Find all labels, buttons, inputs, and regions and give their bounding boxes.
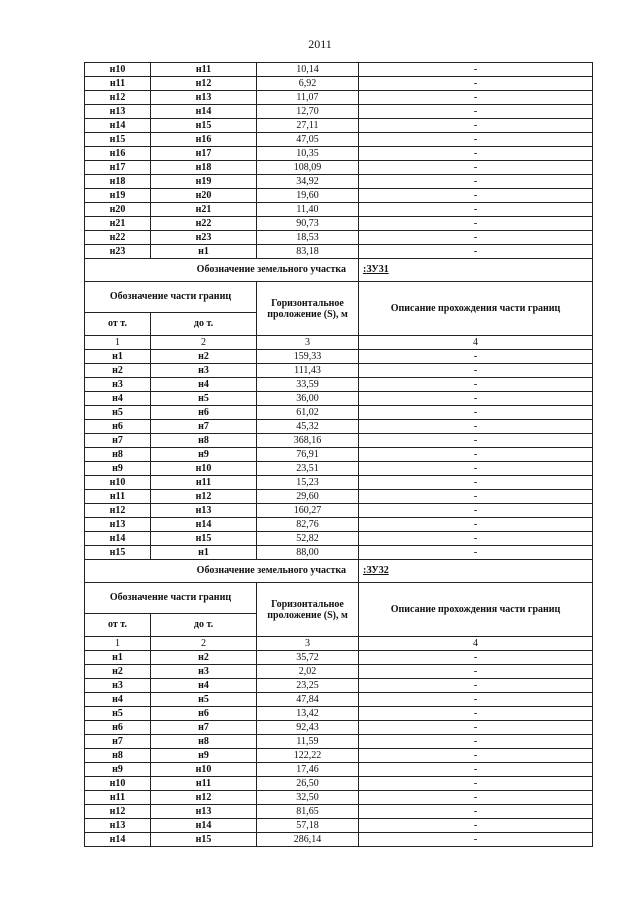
to-point-cell: н13 xyxy=(151,805,257,819)
distance-cell: 286,14 xyxy=(257,833,359,847)
description-cell: - xyxy=(359,63,593,77)
from-point-cell: н7 xyxy=(85,434,151,448)
distance-cell: 12,70 xyxy=(257,105,359,119)
table-row xyxy=(85,518,593,532)
description-cell: - xyxy=(359,161,593,175)
distance-cell: 90,73 xyxy=(257,217,359,231)
from-point-cell: н1 xyxy=(85,651,151,665)
from-point-cell: н10 xyxy=(85,63,151,77)
description-cell: - xyxy=(359,735,593,749)
to-point-cell: н1 xyxy=(151,546,257,560)
distance-cell: 11,07 xyxy=(257,91,359,105)
from-point-cell: н2 xyxy=(85,364,151,378)
table-row xyxy=(85,378,593,392)
to-point-cell: н7 xyxy=(151,420,257,434)
table-row xyxy=(85,805,593,819)
to-point-cell: н17 xyxy=(151,147,257,161)
to-point-cell: н4 xyxy=(151,679,257,693)
table-row xyxy=(85,721,593,735)
from-point-cell: н10 xyxy=(85,476,151,490)
from-point-cell: н22 xyxy=(85,231,151,245)
description-cell: - xyxy=(359,504,593,518)
description-cell: - xyxy=(359,490,593,504)
description-cell: - xyxy=(359,350,593,364)
distance-cell: 47,84 xyxy=(257,693,359,707)
description-cell: - xyxy=(359,476,593,490)
to-point-cell: н13 xyxy=(151,504,257,518)
parcel-code: :ЗУ31 xyxy=(363,264,389,275)
column-number: 2 xyxy=(151,336,257,350)
distance-cell: 33,59 xyxy=(257,378,359,392)
table-row xyxy=(85,791,593,805)
description-cell: - xyxy=(359,518,593,532)
parcel-label: Обозначение земельного участка xyxy=(85,259,359,282)
description-cell: - xyxy=(359,91,593,105)
distance-cell: 47,05 xyxy=(257,133,359,147)
distance-cell: 10,35 xyxy=(257,147,359,161)
column-number: 1 xyxy=(85,336,151,350)
from-point-cell: н21 xyxy=(85,217,151,231)
to-point-cell: н14 xyxy=(151,518,257,532)
page-number: 2011 xyxy=(308,37,332,51)
from-point-cell: н18 xyxy=(85,175,151,189)
to-header: до т. xyxy=(151,313,257,336)
to-point-cell: н15 xyxy=(151,833,257,847)
to-point-cell: н20 xyxy=(151,189,257,203)
description-cell: - xyxy=(359,245,593,259)
description-cell: - xyxy=(359,420,593,434)
from-point-cell: н12 xyxy=(85,91,151,105)
table-row xyxy=(85,91,593,105)
to-point-cell: н10 xyxy=(151,462,257,476)
table-row xyxy=(85,217,593,231)
from-point-cell: н12 xyxy=(85,504,151,518)
distance-cell: 23,51 xyxy=(257,462,359,476)
from-point-cell: н14 xyxy=(85,532,151,546)
description-cell: - xyxy=(359,749,593,763)
distance-cell: 45,32 xyxy=(257,420,359,434)
description-cell: - xyxy=(359,364,593,378)
to-point-cell: н19 xyxy=(151,175,257,189)
boundary-part-header: Обозначение части границ xyxy=(85,282,257,313)
to-point-cell: н12 xyxy=(151,791,257,805)
table-row xyxy=(85,693,593,707)
distance-cell: 61,02 xyxy=(257,406,359,420)
from-point-cell: н8 xyxy=(85,749,151,763)
table-row xyxy=(85,763,593,777)
distance-cell: 17,46 xyxy=(257,763,359,777)
distance-cell: 19,60 xyxy=(257,189,359,203)
from-point-cell: н4 xyxy=(85,693,151,707)
description-cell: - xyxy=(359,189,593,203)
distance-cell: 11,59 xyxy=(257,735,359,749)
description-cell: - xyxy=(359,546,593,560)
boundary-table xyxy=(84,62,593,847)
distance-cell: 34,92 xyxy=(257,175,359,189)
to-point-cell: н14 xyxy=(151,105,257,119)
from-point-cell: н11 xyxy=(85,791,151,805)
table-row xyxy=(85,434,593,448)
column-number: 4 xyxy=(359,637,593,651)
description-cell: - xyxy=(359,448,593,462)
to-point-cell: н12 xyxy=(151,490,257,504)
column-number-row xyxy=(85,637,593,651)
distance-cell: 13,42 xyxy=(257,707,359,721)
to-point-cell: н23 xyxy=(151,231,257,245)
description-cell: - xyxy=(359,763,593,777)
table-row xyxy=(85,105,593,119)
table-row xyxy=(85,665,593,679)
to-point-cell: н18 xyxy=(151,161,257,175)
distance-cell: 57,18 xyxy=(257,819,359,833)
description-cell: - xyxy=(359,406,593,420)
distance-cell: 26,50 xyxy=(257,777,359,791)
horizontal-distance-header: Горизонтальное проложение (S), м xyxy=(257,583,359,637)
to-point-cell: н7 xyxy=(151,721,257,735)
from-header: от т. xyxy=(85,614,151,637)
header-row xyxy=(85,282,593,313)
from-point-cell: н11 xyxy=(85,77,151,91)
table-row xyxy=(85,679,593,693)
table-row xyxy=(85,546,593,560)
description-cell: - xyxy=(359,777,593,791)
description-cell: - xyxy=(359,175,593,189)
header-row xyxy=(85,583,593,614)
description-cell: - xyxy=(359,532,593,546)
table-row xyxy=(85,532,593,546)
distance-cell: 368,16 xyxy=(257,434,359,448)
from-point-cell: н4 xyxy=(85,392,151,406)
to-point-cell: н14 xyxy=(151,819,257,833)
description-cell: - xyxy=(359,707,593,721)
from-point-cell: н10 xyxy=(85,777,151,791)
distance-cell: 36,00 xyxy=(257,392,359,406)
to-point-cell: н3 xyxy=(151,665,257,679)
from-point-cell: н19 xyxy=(85,189,151,203)
parcel-label: Обозначение земельного участка xyxy=(85,560,359,583)
table-row xyxy=(85,392,593,406)
to-point-cell: н16 xyxy=(151,133,257,147)
parcel-title-row xyxy=(85,259,593,282)
distance-cell: 111,43 xyxy=(257,364,359,378)
distance-cell: 108,09 xyxy=(257,161,359,175)
table-row xyxy=(85,448,593,462)
from-point-cell: н13 xyxy=(85,518,151,532)
parcel-title-row xyxy=(85,560,593,583)
table-row xyxy=(85,133,593,147)
column-number-row xyxy=(85,336,593,350)
from-point-cell: н8 xyxy=(85,448,151,462)
from-point-cell: н1 xyxy=(85,350,151,364)
table-row xyxy=(85,735,593,749)
table-row xyxy=(85,749,593,763)
table-row xyxy=(85,504,593,518)
from-point-cell: н23 xyxy=(85,245,151,259)
from-point-cell: н7 xyxy=(85,735,151,749)
description-header: Описание прохождения части границ xyxy=(359,583,593,637)
to-header: до т. xyxy=(151,614,257,637)
description-cell: - xyxy=(359,693,593,707)
table-row xyxy=(85,819,593,833)
distance-cell: 81,65 xyxy=(257,805,359,819)
table-row xyxy=(85,707,593,721)
from-point-cell: н2 xyxy=(85,665,151,679)
description-cell: - xyxy=(359,203,593,217)
to-point-cell: н13 xyxy=(151,91,257,105)
description-cell: - xyxy=(359,217,593,231)
table-row xyxy=(85,420,593,434)
to-point-cell: н11 xyxy=(151,777,257,791)
description-cell: - xyxy=(359,833,593,847)
from-point-cell: н17 xyxy=(85,161,151,175)
table-row xyxy=(85,490,593,504)
column-number: 4 xyxy=(359,336,593,350)
table-row xyxy=(85,462,593,476)
from-point-cell: н11 xyxy=(85,490,151,504)
from-point-cell: н3 xyxy=(85,679,151,693)
distance-cell: 29,60 xyxy=(257,490,359,504)
to-point-cell: н2 xyxy=(151,651,257,665)
to-point-cell: н15 xyxy=(151,119,257,133)
table-row xyxy=(85,189,593,203)
distance-cell: 82,76 xyxy=(257,518,359,532)
table-row xyxy=(85,231,593,245)
table-row xyxy=(85,406,593,420)
distance-cell: 23,25 xyxy=(257,679,359,693)
to-point-cell: н15 xyxy=(151,532,257,546)
column-number: 1 xyxy=(85,637,151,651)
distance-cell: 76,91 xyxy=(257,448,359,462)
table-row xyxy=(85,651,593,665)
column-number: 3 xyxy=(257,336,359,350)
to-point-cell: н21 xyxy=(151,203,257,217)
description-cell: - xyxy=(359,434,593,448)
distance-cell: 83,18 xyxy=(257,245,359,259)
to-point-cell: н11 xyxy=(151,476,257,490)
horizontal-distance-header: Горизонтальное проложение (S), м xyxy=(257,282,359,336)
to-point-cell: н8 xyxy=(151,434,257,448)
to-point-cell: н12 xyxy=(151,77,257,91)
distance-cell: 10,14 xyxy=(257,63,359,77)
from-point-cell: н3 xyxy=(85,378,151,392)
distance-cell: 35,72 xyxy=(257,651,359,665)
distance-cell: 27,11 xyxy=(257,119,359,133)
distance-cell: 2,02 xyxy=(257,665,359,679)
from-point-cell: н9 xyxy=(85,462,151,476)
column-number: 3 xyxy=(257,637,359,651)
to-point-cell: н5 xyxy=(151,392,257,406)
from-point-cell: н5 xyxy=(85,707,151,721)
to-point-cell: н9 xyxy=(151,448,257,462)
table-row xyxy=(85,476,593,490)
description-cell: - xyxy=(359,147,593,161)
description-cell: - xyxy=(359,721,593,735)
distance-cell: 159,33 xyxy=(257,350,359,364)
distance-cell: 92,43 xyxy=(257,721,359,735)
table-row xyxy=(85,161,593,175)
distance-cell: 122,22 xyxy=(257,749,359,763)
to-point-cell: н5 xyxy=(151,693,257,707)
from-point-cell: н13 xyxy=(85,819,151,833)
boundary-part-header: Обозначение части границ xyxy=(85,583,257,614)
to-point-cell: н2 xyxy=(151,350,257,364)
description-cell: - xyxy=(359,462,593,476)
description-cell: - xyxy=(359,133,593,147)
to-point-cell: н6 xyxy=(151,707,257,721)
table-row xyxy=(85,203,593,217)
to-point-cell: н8 xyxy=(151,735,257,749)
table-row xyxy=(85,777,593,791)
table-row xyxy=(85,833,593,847)
distance-cell: 11,40 xyxy=(257,203,359,217)
to-point-cell: н3 xyxy=(151,364,257,378)
distance-cell: 160,27 xyxy=(257,504,359,518)
distance-cell: 52,82 xyxy=(257,532,359,546)
distance-cell: 18,53 xyxy=(257,231,359,245)
from-header: от т. xyxy=(85,313,151,336)
to-point-cell: н10 xyxy=(151,763,257,777)
description-cell: - xyxy=(359,651,593,665)
from-point-cell: н20 xyxy=(85,203,151,217)
to-point-cell: н4 xyxy=(151,378,257,392)
description-cell: - xyxy=(359,231,593,245)
from-point-cell: н6 xyxy=(85,721,151,735)
description-cell: - xyxy=(359,819,593,833)
from-point-cell: н16 xyxy=(85,147,151,161)
table-row xyxy=(85,350,593,364)
description-cell: - xyxy=(359,378,593,392)
to-point-cell: н1 xyxy=(151,245,257,259)
to-point-cell: н6 xyxy=(151,406,257,420)
parcel-code-cell xyxy=(359,560,593,583)
description-cell: - xyxy=(359,665,593,679)
table-row xyxy=(85,63,593,77)
from-point-cell: н5 xyxy=(85,406,151,420)
from-point-cell: н13 xyxy=(85,105,151,119)
column-number: 2 xyxy=(151,637,257,651)
description-header: Описание прохождения части границ xyxy=(359,282,593,336)
from-point-cell: н14 xyxy=(85,833,151,847)
distance-cell: 6,92 xyxy=(257,77,359,91)
from-point-cell: н6 xyxy=(85,420,151,434)
distance-cell: 32,50 xyxy=(257,791,359,805)
description-cell: - xyxy=(359,119,593,133)
table-row xyxy=(85,77,593,91)
table-row xyxy=(85,175,593,189)
parcel-code: :ЗУ32 xyxy=(363,565,389,576)
distance-cell: 15,23 xyxy=(257,476,359,490)
to-point-cell: н9 xyxy=(151,749,257,763)
distance-cell: 88,00 xyxy=(257,546,359,560)
from-point-cell: н15 xyxy=(85,546,151,560)
description-cell: - xyxy=(359,791,593,805)
description-cell: - xyxy=(359,805,593,819)
description-cell: - xyxy=(359,77,593,91)
description-cell: - xyxy=(359,105,593,119)
description-cell: - xyxy=(359,679,593,693)
from-point-cell: н14 xyxy=(85,119,151,133)
table-row xyxy=(85,245,593,259)
parcel-code-cell xyxy=(359,259,593,282)
from-point-cell: н9 xyxy=(85,763,151,777)
table-row xyxy=(85,147,593,161)
to-point-cell: н22 xyxy=(151,217,257,231)
table-row xyxy=(85,119,593,133)
to-point-cell: н11 xyxy=(151,63,257,77)
description-cell: - xyxy=(359,392,593,406)
from-point-cell: н15 xyxy=(85,133,151,147)
from-point-cell: н12 xyxy=(85,805,151,819)
table-row xyxy=(85,364,593,378)
